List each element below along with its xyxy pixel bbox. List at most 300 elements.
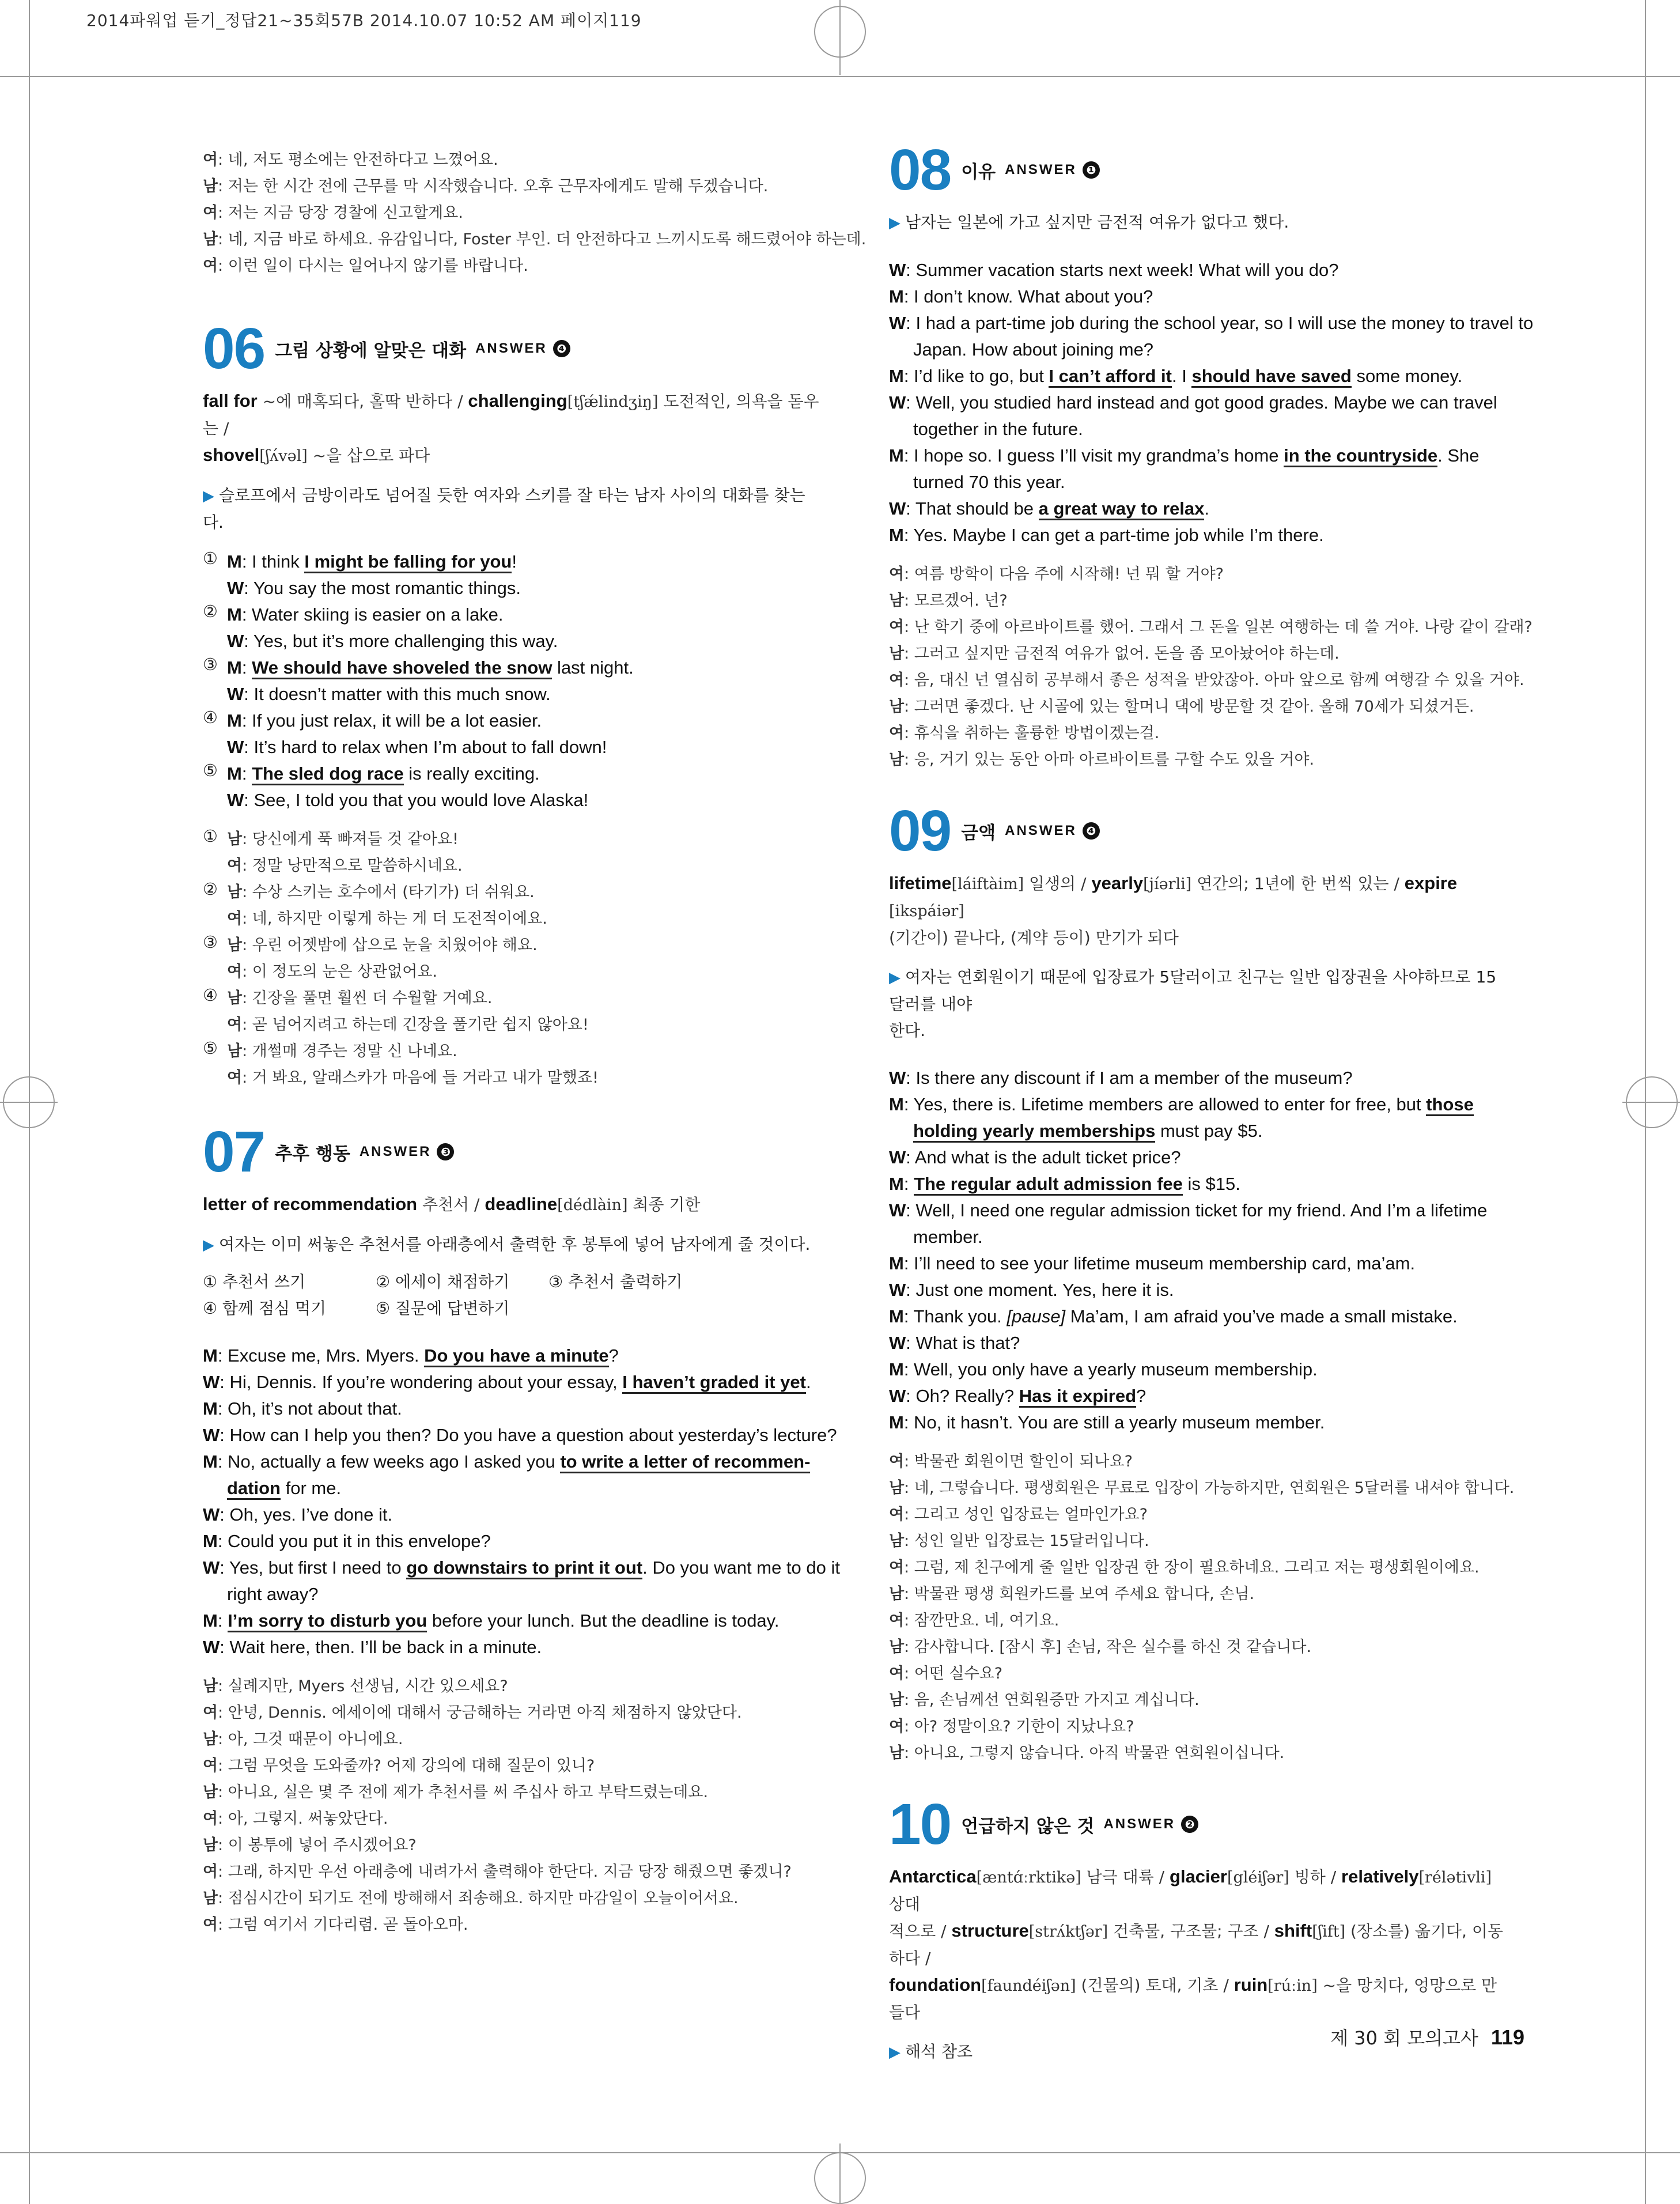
vocab-line (889, 1918, 1505, 1972)
text-segment: : 긴장을 풀면 훨씬 더 수월할 거예요. (242, 989, 493, 1007)
section-title: 금액 (961, 822, 996, 844)
speaker-label: 남 (889, 751, 905, 769)
translation-text: : 박물관 회원이면 할인이 되나요? (904, 1453, 1133, 1470)
speaker-label: 여 (203, 1863, 218, 1881)
key-phrase: should have saved (1191, 366, 1351, 388)
option: ③ 추천서 출력하기 (548, 1272, 683, 1291)
translation-text: : 아, 그것 때문이 아니에요. (218, 1730, 403, 1748)
text-segment: : Just one moment. Yes, here it is. (906, 1280, 1174, 1300)
dialogue-line (227, 628, 819, 655)
dialogue-line (227, 1038, 819, 1065)
translation-line (889, 1475, 1515, 1502)
summary-line: ▶ 해석 참조 (889, 2042, 973, 2061)
triangle-bullet-icon: ▶ (889, 2044, 900, 2061)
intro-dialogue (203, 147, 867, 279)
pronunciation: [rúːin] (1267, 1977, 1318, 1995)
summary-line: ▶ 여자는 연회원이기 때문에 입장료가 5달러이고 친구는 일반 입장권을 사야하므로 15달러를 내야 한다. (889, 967, 1497, 1040)
dialogue-line (227, 932, 819, 959)
dialogue-line (889, 469, 1505, 496)
registration-cross-bottom (839, 2143, 841, 2204)
dialogue-line (889, 1277, 1505, 1303)
vocab-text: ~을 삽으로 파다 (307, 446, 430, 465)
answer-label: ANSWER ❹ (1005, 822, 1100, 840)
triangle-bullet-icon: ▶ (889, 214, 900, 232)
bold-text: 남 (227, 1042, 243, 1060)
dialogue-line (889, 443, 1505, 469)
bold-text: M (889, 525, 904, 545)
text-segment: Ma’am, I am afraid you’ve made a small mistake. (1065, 1306, 1458, 1326)
left-column (203, 147, 867, 1938)
translation-line (203, 1753, 819, 1779)
crop-line-top (0, 76, 1680, 77)
answer-label: ANSWER ❹ (475, 340, 570, 357)
text-segment: ? (608, 1345, 619, 1366)
translation-text: : 실례지만, Myers 선생님, 시간 있으세요? (218, 1677, 508, 1695)
vocab-term: deadline (485, 1194, 558, 1214)
text-segment: : Well, you studied hard instead and got good grades. Maybe we can travel (906, 392, 1497, 413)
dialogue-line (203, 1422, 837, 1449)
vocab-text: (장소를) 옮기다, 이동하다 / (889, 1922, 1503, 1968)
key-phrase: a great way to relax (1039, 498, 1205, 520)
dialogue-line (889, 310, 1534, 337)
text-segment: : Yes, there is. Lifetime members are allowed to enter for free, but (903, 1094, 1427, 1114)
text-segment: : Well, you only have a yearly museum membership. (903, 1359, 1318, 1379)
bold-text: W (889, 1147, 906, 1167)
vocab-text: 일생의 / (1024, 874, 1092, 893)
dialogue-line (889, 337, 1505, 363)
answer-number: ❹ (553, 340, 570, 357)
text-segment: : 개썰매 경주는 정말 신 나네요. (242, 1042, 457, 1060)
translation-text: : 모르겠어. 넌? (904, 592, 1008, 610)
bold-text: W (203, 1372, 220, 1392)
bold-text: 여 (227, 1069, 243, 1087)
text-segment: must pay $5. (1155, 1121, 1263, 1141)
speaker-label: 남 (889, 592, 905, 610)
vocab-term: Antarctica (889, 1866, 977, 1887)
text-segment: : No, it hasn’t. You are still a yearly museum member. (903, 1412, 1325, 1432)
dialogue-line (889, 390, 1505, 416)
vocab-term: glacier (1170, 1866, 1227, 1887)
speaker-label: 여 (889, 1718, 905, 1736)
translation-line (203, 1779, 819, 1806)
dialogue-line (889, 416, 1505, 443)
bold-text: W (889, 498, 906, 519)
korean-dialogue (889, 561, 1533, 773)
answer-number: ❷ (1181, 1816, 1198, 1833)
text-segment: right away? (227, 1584, 319, 1604)
registration-cross-right (1622, 1102, 1680, 1103)
translation-line (203, 1806, 819, 1832)
bold-text: M (227, 710, 242, 731)
text-segment: : 당신에게 푹 빠져들 것 같아요! (242, 830, 459, 848)
text-segment: : It doesn’t matter with this much snow. (244, 684, 551, 704)
text-segment: : I hope so. I guess I’ll visit my grandma’s home (903, 445, 1284, 466)
translation-line (889, 561, 1505, 588)
text-segment: for me. (281, 1478, 342, 1498)
dialogue-line (889, 1171, 1505, 1197)
option-number: ⑤ (203, 761, 218, 780)
option-number: ④ (203, 985, 218, 1005)
text-segment: . (1204, 498, 1210, 519)
bold-text: W (227, 790, 244, 810)
translation-text: : 그래, 하지만 우선 아래층에 내려가서 출력해야 한단다. 지금 당장 해줬으면 좋겠니? (218, 1863, 792, 1881)
bold-text: W (889, 1280, 906, 1300)
translation-text: : 난 학기 중에 아르바이트를 했어. 그래서 그 돈을 일본 여행하는 데 쓸 거야. 나랑 같이 갈래? (904, 618, 1533, 636)
pronunciation: [gléiʃər] (1227, 1869, 1289, 1887)
text-segment: Japan. How about joining me? (913, 339, 1154, 360)
dialogue-line (889, 1383, 1505, 1409)
translation-line (889, 1608, 1505, 1634)
dialogue-line (227, 761, 819, 787)
bold-text: M (203, 1531, 218, 1551)
vocab-text: 도전적인, 의욕을 돋우는 / (203, 392, 819, 438)
bold-text: M (889, 1094, 904, 1114)
translation-line (889, 694, 1505, 720)
text-segment: turned 70 this year. (913, 472, 1065, 492)
vocab-term: relatively (1341, 1866, 1419, 1887)
bold-text: W (203, 1637, 220, 1657)
dialogue-line (889, 1144, 1505, 1171)
translation-line (203, 1700, 819, 1726)
summary-line: ▶ 슬로프에서 금방이라도 넘어질 듯한 여자와 스키를 잘 타는 남자 사이의 대화를 찾는다. (203, 486, 805, 532)
pronunciation: [rélətivli] (1418, 1869, 1492, 1887)
speaker-label: 남 (203, 1677, 218, 1695)
bold-text: 여 (227, 910, 243, 928)
answer-number: ❸ (437, 1143, 454, 1160)
vocab-term: structure (951, 1921, 1029, 1941)
text-segment: : (241, 763, 252, 784)
bold-text: W (889, 260, 906, 280)
translation-line (889, 747, 1505, 773)
text-segment: . (805, 1372, 811, 1392)
vocab-term: challenging (468, 391, 567, 411)
text-segment: : You say the most romantic things. (244, 578, 521, 598)
dialogue-line (227, 1012, 819, 1038)
text-segment: : Excuse me, Mrs. Myers. (217, 1345, 425, 1366)
bold-text: W (889, 392, 906, 413)
bold-text: M (889, 445, 904, 466)
text-segment: : I’d like to go, but (903, 366, 1049, 386)
key-phrase: I haven’t graded it yet (622, 1372, 806, 1394)
key-phrase: The sled dog race (252, 763, 404, 785)
key-phrase: Has it expired (1019, 1386, 1136, 1408)
translation-line (889, 720, 1505, 747)
section-number: 10 (889, 1792, 951, 1857)
dialogue-line (203, 1608, 819, 1634)
vocab-line (203, 1191, 819, 1219)
key-phrase: those (1426, 1094, 1474, 1116)
speaker-label: 남 (203, 1730, 218, 1748)
vocab-text: ~에 매혹되다, 홀딱 반하다 / (257, 392, 468, 411)
text-segment: : That should be (906, 498, 1039, 519)
bold-text: M (889, 1174, 904, 1194)
dialogue-line (227, 826, 819, 853)
vocab-text: ~을 망치다, 엉망으로 만들다 (889, 1976, 1497, 2022)
text-segment: : Could you put it in this envelope? (217, 1531, 491, 1551)
bold-text: 여 (227, 963, 243, 981)
dialogue-line (227, 787, 819, 814)
vocab-block (889, 1863, 1505, 2026)
text-segment: : How can I help you then? Do you have a question about yesterday’s lecture? (220, 1425, 837, 1445)
text-segment: ? (1136, 1386, 1147, 1406)
vocab-line (889, 870, 1505, 925)
translation-text: : 어떤 실수요? (904, 1665, 1003, 1683)
translation-line (889, 1581, 1505, 1608)
translation-line (203, 1673, 819, 1700)
answer-label: ANSWER ❸ (360, 1143, 455, 1160)
speaker-label: 여 (889, 1612, 905, 1630)
translation-text: : 네, 그렇습니다. 평생회원은 무료로 입장이 가능하지만, 연회원은 5달러를 내셔야 합니다. (904, 1479, 1515, 1497)
speaker-label: 여 (889, 1665, 905, 1683)
bold-text: W (203, 1504, 220, 1525)
vocab-text: 빙하 / (1289, 1867, 1342, 1887)
vocab-text: 적으로 / (889, 1922, 952, 1941)
key-phrase: I can’t afford it (1049, 366, 1172, 388)
translation-text: : 아, 그렇지. 써놓았단다. (218, 1810, 388, 1828)
section-number: 06 (203, 316, 265, 381)
text-segment: : 거 봐요, 알래스카가 마음에 들 거라고 내가 말했죠! (242, 1069, 599, 1087)
option-pair (203, 602, 819, 655)
translation-line (889, 1555, 1505, 1581)
translation-line (889, 614, 1533, 641)
key-phrase: go downstairs to print it out (406, 1557, 642, 1579)
text-segment: : I’ll need to see your lifetime museum membership card, ma’am. (903, 1253, 1416, 1273)
dialogue-line (227, 575, 819, 602)
bold-text: M (889, 1253, 904, 1273)
summary-line: ▶ 남자는 일본에 가고 싶지만 금전적 여유가 없다고 했다. (889, 213, 1289, 232)
page-number: 119 (1490, 2025, 1524, 2049)
speaker-label: 여 (889, 618, 905, 636)
key-phrase: We should have shoveled the snow (252, 657, 552, 679)
speaker-label: 여 (889, 671, 905, 689)
dialogue-line (203, 1528, 819, 1555)
speaker-label: 여 (203, 1704, 218, 1722)
dialogue-line (227, 985, 819, 1012)
dialogue-line (227, 853, 819, 879)
text-segment: is really exciting. (403, 763, 540, 784)
dialogue-line (227, 655, 819, 681)
section-09-header (889, 799, 1505, 863)
vocab-text: (건물의) 토대, 기초 / (1076, 1976, 1234, 1995)
dialogue-line (227, 959, 819, 985)
text-segment: member. (913, 1227, 983, 1247)
triangle-bullet-icon: ▶ (203, 487, 214, 505)
registration-cross-left (0, 1102, 58, 1103)
dialogue-line (227, 734, 819, 761)
text-segment: . She (1437, 445, 1480, 466)
translation-text: : 그리고 성인 입장료는 얼마인가요? (904, 1506, 1148, 1523)
translation-text: : 감사합니다. [잠시 후] 손님, 작은 실수를 하신 것 같습니다. (904, 1638, 1312, 1656)
text-segment: : No, actually a few weeks ago I asked you (217, 1451, 561, 1472)
pronunciation: [jíərli] (1143, 875, 1192, 893)
section-10-header (889, 1792, 1505, 1857)
option-number: ③ (203, 932, 218, 952)
text-segment: together in the future. (913, 419, 1083, 439)
text-segment: : Wait here, then. I’ll be back in a minute. (220, 1637, 542, 1657)
pronunciation: [æntɑ́ːrktikə] (976, 1869, 1081, 1887)
translation-text: : 아니요, 그렇지 않습니다. 아직 박물관 연회원이십니다. (904, 1744, 1285, 1762)
option-pair (203, 655, 819, 708)
vocab-block (889, 870, 1505, 951)
bold-text: M (889, 1412, 904, 1432)
text-segment: : See, I told you that you would love Alaska! (244, 790, 589, 810)
vocab-line (203, 442, 819, 470)
translation-text: : 휴식을 취하는 훌륭한 방법이겠는걸. (904, 724, 1160, 742)
option-number: ④ (203, 708, 218, 727)
bold-text: W (203, 1557, 220, 1578)
option: ④ 함께 점심 먹기 (203, 1299, 327, 1318)
key-phrase: to write a letter of recommen- (560, 1451, 810, 1473)
section-number: 07 (203, 1120, 265, 1184)
option-pair (203, 985, 819, 1038)
text-segment: : Summer vacation starts next week! What will you do? (906, 260, 1339, 280)
translation-text: : 안녕, Dennis. 에세이에 대해서 궁금해하는 거라면 아직 채점하지 않았단다. (218, 1704, 742, 1722)
dialogue-line (203, 1475, 819, 1502)
pronunciation: [dédlàin] (557, 1196, 628, 1214)
vocab-term: yearly (1091, 873, 1144, 893)
bold-text: W (889, 1386, 906, 1406)
dialogue-line (203, 1555, 841, 1581)
dialogue-line (889, 257, 1505, 283)
translation-text: : 음, 대신 넌 열심히 공부해서 좋은 성적을 받았잖아. 아마 앞으로 함께 여행갈 수 있을 거야. (904, 671, 1524, 689)
translation-text: : 그럼 무엇을 도와줄까? 어제 강의에 대해 질문이 있니? (218, 1757, 595, 1775)
translation-text: : 점심시간이 되기도 전에 방해해서 죄송해요. 하지만 마감일이 오늘이어서요. (218, 1889, 739, 1907)
dialogue-line (889, 522, 1505, 549)
speaker-label: 여 (889, 565, 905, 583)
footer-text: 제 30 회 모의고사 (1330, 2027, 1478, 2049)
bold-text: M (203, 1398, 218, 1419)
pronunciation: [faundéiʃən] (981, 1977, 1076, 1995)
vocab-term: fall for (203, 391, 258, 411)
bold-text: M (227, 657, 242, 678)
speaker-label: 남 (889, 1479, 905, 1497)
text-segment: is $15. (1182, 1174, 1240, 1194)
section-06-header (203, 316, 819, 381)
bold-text: M (227, 551, 242, 572)
dialogue-line (203, 1369, 819, 1396)
bold-text: W (227, 737, 244, 757)
dialogue-line (227, 549, 819, 575)
speaker-label: 여 (203, 1757, 218, 1775)
speaker-label: 여 (889, 1453, 905, 1470)
text-segment: : Oh, it’s not about that. (217, 1398, 402, 1419)
speaker-label: 남 (889, 645, 905, 663)
speaker-label: 남 (889, 698, 905, 716)
translation-line (889, 1528, 1505, 1555)
english-dialogue (203, 1343, 841, 1661)
vocab-line (889, 1863, 1505, 1918)
dialogue-line (889, 1197, 1505, 1224)
print-header: 2014파워업 듣기_정답21~35회57B 2014.10.07 10:52 AM 페이지119 (86, 11, 642, 30)
translation-line (889, 1661, 1505, 1687)
translation-text: : 박물관 평생 회원카드를 보여 주세요 합니다, 손님. (904, 1585, 1255, 1603)
vocab-term: shovel (203, 445, 260, 465)
dialogue-line (889, 283, 1505, 310)
bold-text: M (203, 1451, 218, 1472)
dialogue-line (203, 1502, 819, 1528)
text-segment: ! (512, 551, 517, 572)
dialogue-line (889, 1224, 1505, 1250)
translation-text: : 그러면 좋겠다. 난 시골에 있는 할머니 댁에 방문할 것 같아. 올해 70세가 되셨거든. (904, 698, 1474, 716)
bold-text: M (889, 1359, 904, 1379)
translation-line (203, 1832, 819, 1859)
bold-text: 여 (227, 1016, 243, 1034)
english-dialogue (889, 1065, 1505, 1436)
text-segment: : Hi, Dennis. If you’re wondering about your essay, (220, 1372, 623, 1392)
speaker-label: 남 (889, 1585, 905, 1603)
bold-text: M (889, 1306, 904, 1326)
option-pair (203, 879, 819, 932)
translation-line (889, 588, 1505, 614)
option: ① 추천서 쓰기 (203, 1272, 306, 1291)
speaker-label: 남 (203, 1836, 218, 1854)
translation-text: : 그럼 여기서 기다리렴. 곧 돌아오마. (218, 1916, 468, 1934)
dialogue-line (889, 1409, 1505, 1436)
speaker-label: 여 (889, 1506, 905, 1523)
speaker-label: 여 (889, 724, 905, 742)
text-segment: last night. (552, 657, 634, 678)
speaker-label: 남 (889, 1691, 905, 1709)
dialogue-line (889, 496, 1505, 522)
bold-text: W (227, 631, 244, 651)
speaker-label: 남 (203, 1889, 218, 1907)
dialogue-line (203, 1581, 819, 1608)
key-phrase: I might be falling for you (304, 551, 512, 573)
section-number: 08 (889, 138, 951, 202)
text-segment: : And what is the adult ticket price? (906, 1147, 1181, 1167)
translation-text: : 잠깐만요. 네, 여기요. (904, 1612, 1060, 1630)
dialogue-line (227, 602, 819, 628)
vocab-text: 최종 기한 (627, 1195, 701, 1214)
vocab-term: shift (1274, 1921, 1312, 1941)
translation-line (889, 667, 1524, 694)
key-phrase: Do you have a minute (424, 1345, 608, 1367)
section-07-header (203, 1120, 819, 1184)
triangle-bullet-icon: ▶ (203, 1237, 214, 1254)
bold-text: M (203, 1611, 218, 1631)
dialogue-line (227, 1065, 819, 1091)
dialogue-line (203, 1449, 819, 1475)
translation-text: : 여름 방학이 다음 주에 시작해! 넌 뭐 할 거야? (904, 565, 1224, 583)
summary-line: ▶ 여자는 이미 써놓은 추천서를 아래층에서 출력한 후 봉투에 넣어 남자에게 줄 것이다. (203, 1235, 811, 1254)
text-segment: some money. (1351, 366, 1463, 386)
translation-line (203, 1726, 819, 1753)
text-segment: : Yes. Maybe I can get a part-time job while I’m there. (903, 525, 1324, 545)
text-segment: : Oh, yes. I’ve done it. (220, 1504, 393, 1525)
pronunciation: [ikspáiər] (889, 902, 964, 920)
translation-line (889, 1449, 1505, 1475)
english-dialogue (889, 257, 1534, 549)
translation-line (889, 1687, 1505, 1714)
vocab-text: 건축물, 구조물; 구조 / (1108, 1922, 1274, 1941)
dialogue-line (227, 681, 819, 708)
dialogue-line: 남: 네, 지금 바로 하세요. 유감입니다, Foster 부인. 더 안전하다고 느끼시도록 해드렸어야 하는데. (203, 230, 867, 248)
text-segment: . I (1172, 366, 1192, 386)
bold-text: 여 (227, 857, 243, 875)
dialogue-line (889, 1118, 1505, 1144)
translation-text: : 음, 손님께선 연회원증만 가지고 계십니다. (904, 1691, 1200, 1709)
speaker-label: 남 (203, 1783, 218, 1801)
text-segment: before your lunch. But the deadline is today. (427, 1611, 780, 1631)
option-number: ② (203, 879, 218, 899)
dialogue-line: 남: 저는 한 시간 전에 근무를 막 시작했습니다. 오후 근무자에게도 말해 두겠습니다. (203, 177, 769, 195)
section-title: 추후 행동 (275, 1143, 350, 1165)
text-segment: : 네, 하지만 이렇게 하는 게 더 도전적이에요. (242, 910, 547, 928)
text-segment: : I had a part-time job during the school year, so I will use the money to travel to (906, 313, 1534, 333)
dialogue-line: 여: 네, 저도 평소에는 안전하다고 느꼈어요. (203, 151, 498, 169)
section-08-header (889, 138, 1505, 202)
vocab-term: ruin (1233, 1975, 1268, 1995)
